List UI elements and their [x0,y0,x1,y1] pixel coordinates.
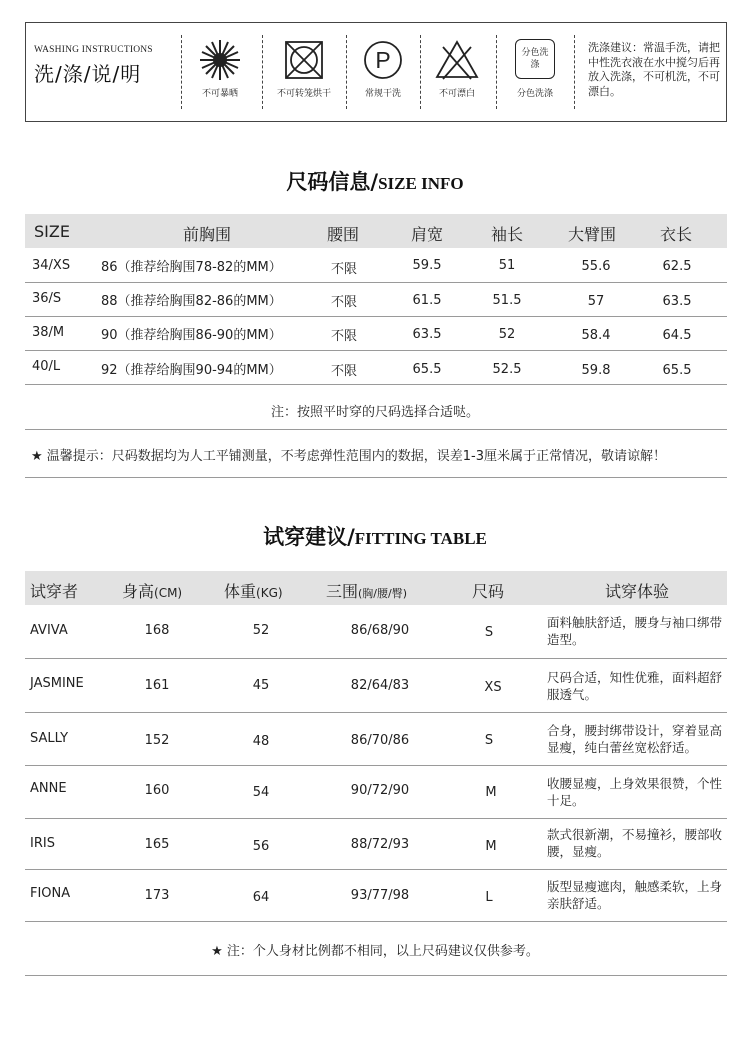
fitting-bwh: 93/77/98 [350,888,410,903]
row-divider [25,282,727,283]
fitting-weight: 56 [252,839,270,854]
row-divider [25,712,727,713]
size-tip: ★ 温馨提示：尺码数据均为人工平铺测量，不考虑弹性范围内的数据，误差1-3厘米属于正常情况，敬请谅解！ [31,449,667,464]
care-item-separate-wash [494,37,576,99]
size-header-cell: 肩宽 [410,225,444,244]
fitting-header-cell: 试穿体验 [604,582,670,601]
size-cell: 51.5 [492,293,522,308]
dry-clean-p-icon [360,37,406,83]
fitting-experience: 尺码合适，知性优雅，面料超舒服透气。 [547,670,723,702]
size-cell: 52.5 [492,362,522,377]
size-header-cell: SIZE [34,222,70,241]
fitting-name: AVIVA [30,623,68,638]
size-cell: 52 [498,327,516,342]
row-divider [25,477,727,478]
fitting-size: XS [484,680,502,695]
fitting-header-cell [224,579,283,602]
no-bleach-icon [434,37,480,83]
fitting-experience: 收腰显瘦，上身效果很赞，个性十足。 [547,776,723,808]
row-divider [25,429,727,430]
row-divider [25,975,727,976]
fitting-experience: 款式很新潮，不易撞衫，腰部收腰，显瘦。 [547,827,723,859]
fitting-experience: 面料触肤舒适，腰身与袖口绑带造型。 [547,615,723,647]
size-cell: 61.5 [412,293,442,308]
separate-wash-badge-text: 分色洗涤 [521,48,549,70]
fitting-bwh: 86/70/86 [350,733,410,748]
fitting-note: ★ 注：个人身材比例都不相同，以上尺码建议仅供参考。 [211,944,539,959]
size-header-cell: 衣长 [659,225,693,244]
size-cell: 34/XS [32,258,71,273]
fitting-bwh: 88/72/93 [350,837,410,852]
fitting-weight: 64 [252,890,270,905]
size-header-cell: 腰围 [326,225,360,244]
fitting-bwh: 86/68/90 [350,623,410,638]
size-cell: 不限 [330,364,358,379]
care-label: 常规干洗 [364,89,401,99]
size-info-title-en: SIZE INFO [378,174,464,193]
fitting-name: FIONA [30,886,71,901]
care-label: 分色洗涤 [516,89,553,99]
row-divider [25,384,727,385]
fitting-size: M [485,785,497,800]
size-cell: 88（推荐给胸围82-86的MM） [101,294,282,309]
size-cell: 92（推荐给胸围90-94的MM） [101,363,282,378]
fitting-size: S [484,733,494,748]
row-divider [25,316,727,317]
size-info-title-zh: 尺码信息/ [286,170,379,194]
fitting-header-cell [122,579,182,602]
washing-instructions-box [25,22,727,122]
size-cell: 40/L [32,359,61,374]
fitting-name: IRIS [30,836,55,851]
care-item-dry-clean [344,37,422,99]
fitting-title-en: FITTING TABLE [354,529,487,548]
size-note: 注：按照平时穿的尺码选择合适哒。 [270,405,479,420]
fitting-weight: 48 [252,734,270,749]
no-sun-drying-icon [197,37,243,83]
washing-advice: 洗涤建议：常温手洗，请把中性洗衣液在水中搅匀后再放入洗涤，不可机洗，不可漂白。 [588,41,720,98]
fitting-height: 160 [144,783,170,798]
size-header-cell: 大臂围 [567,225,617,244]
no-tumble-dry-icon [281,37,327,83]
fitting-weight: 45 [252,678,270,693]
fitting-name: JASMINE [30,676,84,691]
size-header-cell: 袖长 [490,225,524,244]
fitting-bwh: 90/72/90 [350,783,410,798]
washing-title-en: WASHING INSTRUCTIONS [34,45,153,55]
size-cell: 86（推荐给胸围78-82的MM） [101,260,282,275]
size-cell: 65.5 [662,363,692,378]
size-cell: 36/S [32,291,62,306]
fitting-weight: 52 [252,623,270,638]
fitting-size: L [485,890,493,905]
fitting-experience: 版型显瘦遮肉，触感柔软，上身亲肤舒适。 [547,879,723,911]
fitting-header-cell: 试穿者 [30,582,79,601]
size-info-title [0,166,750,196]
size-cell: 63.5 [662,294,692,309]
size-cell: 58.4 [581,328,611,343]
size-cell: 63.5 [412,327,442,342]
fitting-header-unit: (KG) [256,586,283,600]
size-cell: 55.6 [581,259,611,274]
washing-title-zh: 洗/涤/说/明 [34,62,142,86]
size-cell: 57 [587,294,605,309]
fitting-header-cell: 尺码 [471,582,505,601]
size-cell: 59.8 [581,363,611,378]
fitting-height: 165 [144,837,170,852]
size-cell: 不限 [330,262,358,277]
size-cell: 64.5 [662,328,692,343]
fitting-header-main: 体重 [224,582,257,601]
fitting-header-main: 三围 [326,582,359,601]
size-cell: 59.5 [412,258,442,273]
care-label: 不可转笼烘干 [276,89,331,99]
fitting-header-unit: (CM) [154,586,183,600]
care-item-no-sun [178,37,262,99]
care-item-no-tumble-dry [262,37,346,99]
fitting-title-zh: 试穿建议/ [263,525,355,549]
size-cell: 38/M [32,325,65,340]
size-cell: 65.5 [412,362,442,377]
fitting-name: ANNE [30,781,67,796]
fitting-height: 173 [144,888,170,903]
fitting-height: 152 [144,733,170,748]
row-divider [25,818,727,819]
size-cell: 51 [498,258,516,273]
washing-title [34,45,184,87]
separate-wash-icon [515,39,555,79]
row-divider [25,350,727,351]
care-label: 不可暴晒 [201,89,238,99]
size-cell: 62.5 [662,259,692,274]
fitting-header-unit: (胸/腰/臀) [358,587,408,600]
svg-text:P: P [375,47,391,73]
size-cell: 90（推荐给胸围86-90的MM） [101,328,282,343]
fitting-weight: 54 [252,785,270,800]
size-header-cell: 前胸围 [182,225,232,244]
fitting-header-main: 身高 [122,582,155,601]
size-cell: 不限 [330,295,358,310]
fitting-header-cell [326,579,407,602]
fitting-size: S [484,625,494,640]
row-divider [25,921,727,922]
fitting-name: SALLY [30,731,69,746]
fitting-bwh: 82/64/83 [350,678,410,693]
fitting-title [0,521,750,551]
fitting-size: M [485,839,497,854]
size-cell: 不限 [330,329,358,344]
row-divider [25,869,727,870]
row-divider [25,765,727,766]
care-item-no-bleach [416,37,498,99]
size-table-header [25,214,727,248]
fitting-height: 161 [144,678,170,693]
care-label: 不可漂白 [438,89,475,99]
fitting-experience: 合身，腰封绑带设计，穿着显高显瘦，纯白蕾丝宽松舒适。 [547,723,723,755]
row-divider [25,658,727,659]
fitting-height: 168 [144,623,170,638]
